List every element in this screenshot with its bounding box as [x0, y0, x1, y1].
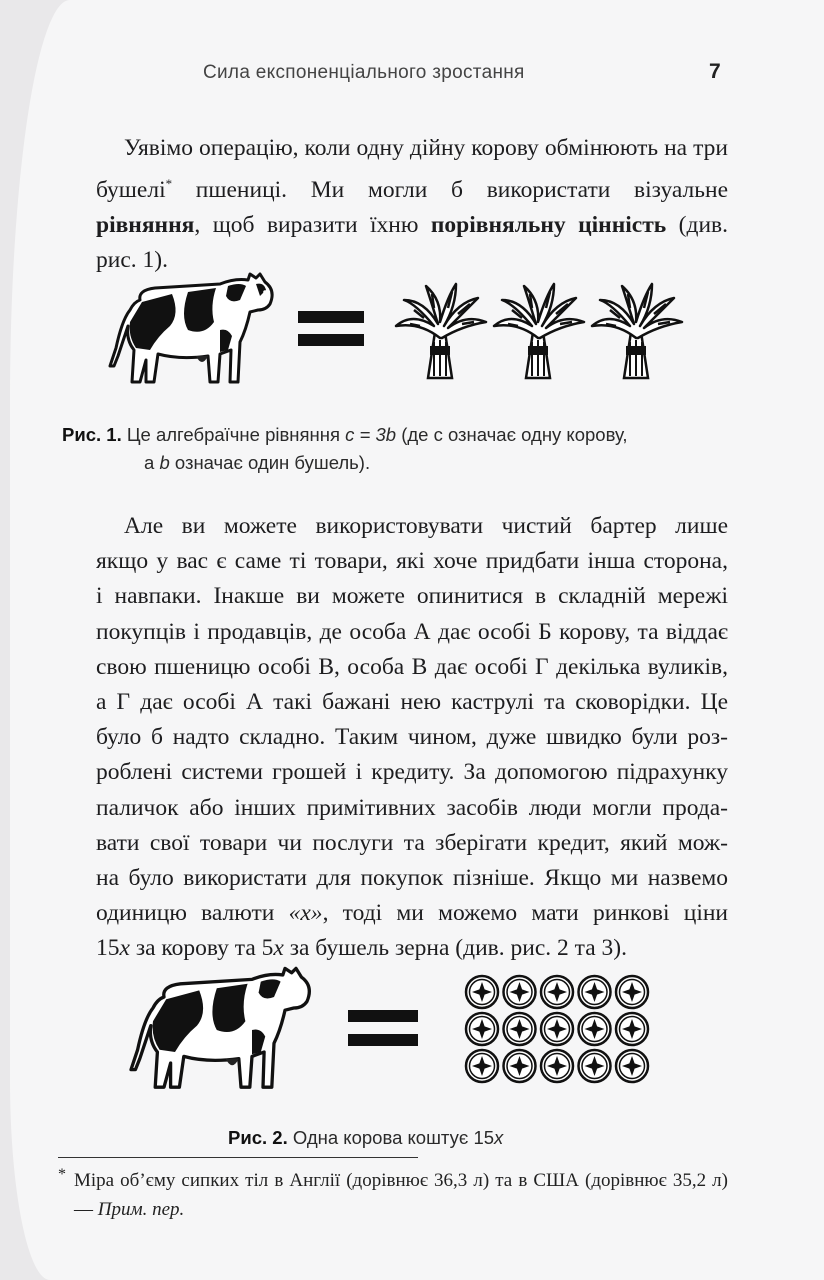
footnote-attribution: Прим. пер. — [97, 1199, 185, 1220]
caption-text: Це алгебраїчне рівняння — [121, 424, 346, 445]
figure-1-label: Рис. 1. — [62, 424, 122, 445]
coin-icon — [579, 1050, 611, 1082]
para2-line: і навпаки. Інакше ви можете опинитися в складній мережі — [96, 583, 728, 610]
currency-variable: x — [119, 935, 130, 962]
para1-text-2: пшениці. Ми могли б використати візуальне — [172, 177, 728, 204]
para2-line: якщо у вас є саме ті товари, які хоче придбати інша сторона, — [96, 548, 728, 575]
para2-line: свою пшеницю особі В, особа В дає особі Г декілька вуликів, — [96, 653, 728, 680]
para2-line: роблені системи грошей і кредиту. За допомогою підрахунку — [96, 759, 728, 786]
para2-text: , тоді ми можемо мати ринкові ціни — [322, 900, 728, 927]
para1-text-1: Уявімо операцію, коли одну дійну корову обмінюють на три бушелі — [96, 135, 728, 204]
para2-text: за бушель зерна (див. рис. 2 та 3). — [283, 935, 627, 962]
para2-line: покупців і продавців, де особа А дає особі Б корову, та віддає — [96, 618, 728, 645]
coin-icon — [579, 1013, 611, 1045]
caption-equation: c = 3b — [345, 424, 397, 445]
para2-line: було б надто складно. Таким чином, дуже швидко були роз- — [96, 724, 728, 751]
coin-icon — [616, 1013, 648, 1045]
caption-text: Одна корова коштує 15 — [287, 1127, 495, 1148]
bold-term-comparative-value: порівняльну цінність — [430, 212, 667, 239]
page-number: 7 — [709, 60, 721, 83]
figure-2-illustration — [120, 958, 680, 1098]
para2-line: паличок або інших примітивних засобів люди могли прода- — [96, 794, 728, 821]
figure-1-caption — [62, 421, 762, 477]
para2-text: 15 — [96, 935, 120, 962]
footnote-body: Міра об’єму сипких тіл в Англії (дорівнює 36,3 л) та в США (дорівнює 35,2 л) — — [74, 1170, 728, 1220]
caption-text: (де c означає одну корову, — [396, 424, 628, 445]
para2-line — [96, 896, 728, 931]
caption-variable: x — [494, 1127, 504, 1148]
caption-text: а — [144, 452, 160, 473]
figure-2-label: Рис. 2. — [228, 1127, 288, 1148]
coin-icon — [541, 1050, 573, 1082]
footnote-rule — [58, 1157, 418, 1158]
coin-icon — [504, 1013, 536, 1045]
caption-variable: b — [159, 452, 170, 473]
coin-icon — [616, 1050, 648, 1082]
currency-variable: «x» — [288, 900, 323, 927]
coin-icon — [504, 976, 536, 1008]
coin-icon — [541, 976, 573, 1008]
para2-text: одиницю валюти — [96, 900, 289, 927]
coin-icon — [579, 976, 611, 1008]
footnote-text — [58, 1166, 728, 1224]
footnote-mark: * — [58, 1166, 66, 1183]
coin-icon — [504, 1050, 536, 1082]
caption-text: означає один бушель). — [169, 452, 371, 473]
coin-icon — [541, 1013, 573, 1045]
bold-term-equation: рівняння — [96, 212, 195, 239]
coin-icon — [466, 976, 498, 1008]
paragraph-1 — [96, 131, 728, 279]
para2-line: а Г дає особі А такі бажані нею каструлі та сковорідки. Це — [96, 689, 728, 716]
para2-line: на було використати для покупок пізніше. Якщо ми назвемо — [96, 865, 728, 892]
figure-2-caption — [228, 1124, 503, 1152]
paragraph-2 — [96, 509, 728, 967]
figure-1-illustration — [100, 262, 700, 392]
para1-text-3: , щоб виразити їхню — [194, 212, 431, 239]
coin-icon — [616, 976, 648, 1008]
currency-variable: x — [273, 935, 284, 962]
caption-line-2 — [62, 449, 762, 477]
coin-grid — [466, 976, 648, 1082]
para1-text-4: (див. рис. 1). — [96, 212, 728, 274]
coin-icon — [466, 1050, 498, 1082]
footnote-reference[interactable]: * — [165, 176, 173, 192]
para2-text: за корову та 5 — [129, 935, 274, 962]
para2-line: Але ви можете використовувати чистий бартер лише — [124, 513, 728, 539]
coin-icon — [466, 1013, 498, 1045]
running-head: Сила експоненціального зростання — [203, 62, 525, 83]
footnote — [58, 1166, 728, 1224]
para2-line: вати свої товари чи послуги та зберігати кредит, який мож- — [96, 829, 728, 856]
